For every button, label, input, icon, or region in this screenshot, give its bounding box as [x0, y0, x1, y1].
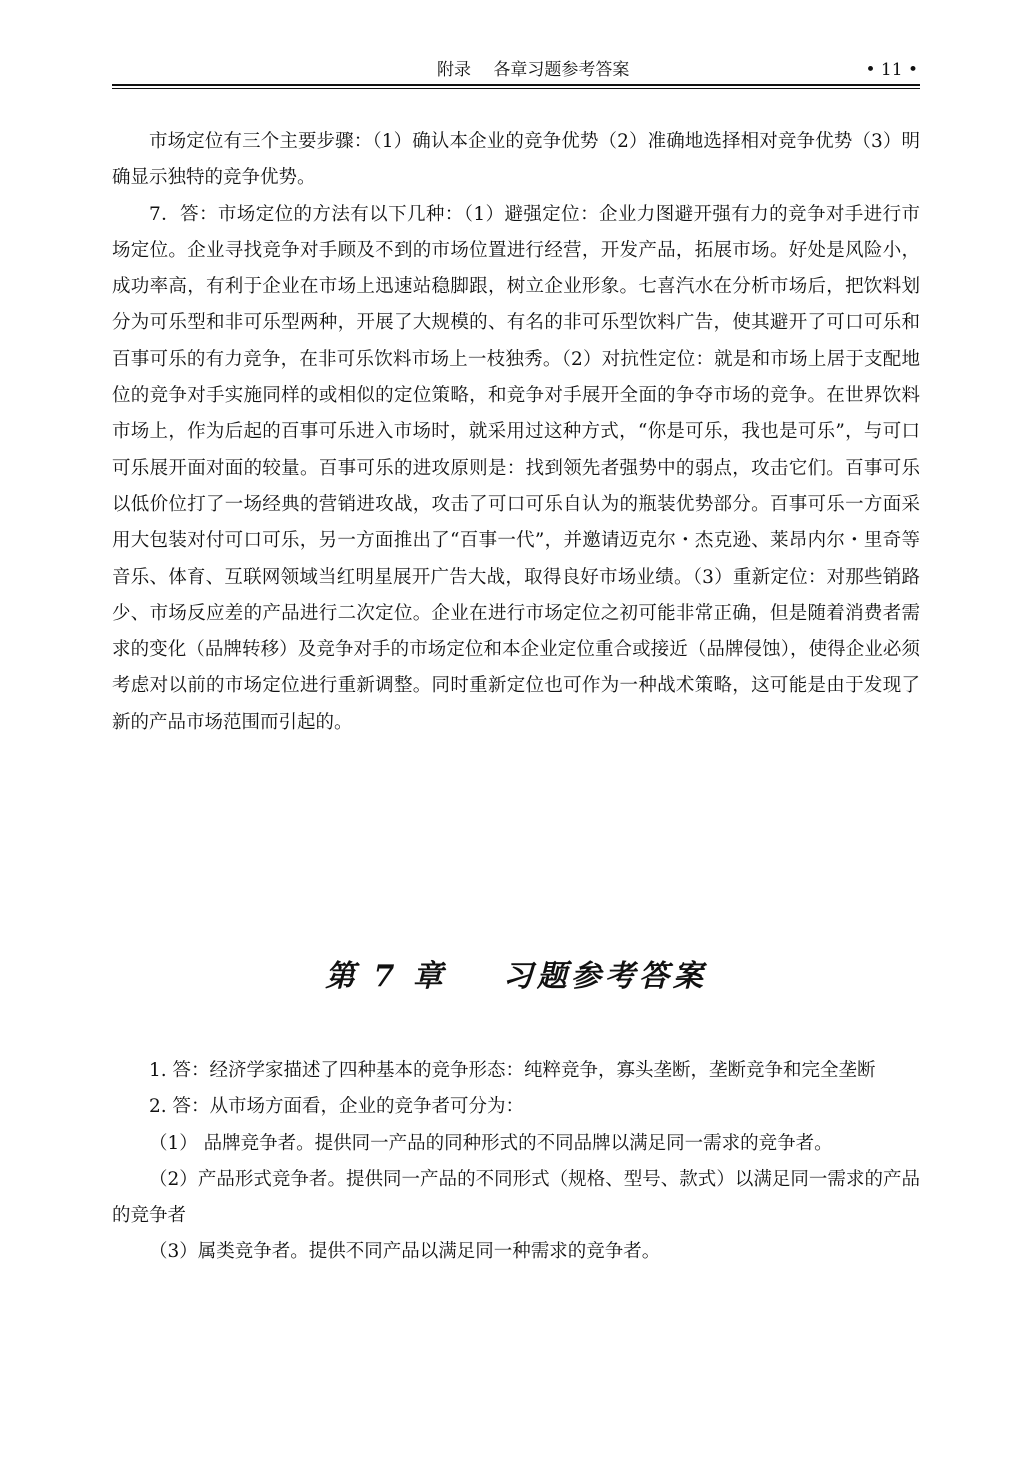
paragraph: （2）产品形式竞争者。提供同一产品的不同形式（规格、型号、款式）以满足同一需求的产品的竞争者	[112, 1168, 920, 1227]
header-rule-thick	[112, 84, 920, 86]
chapter-heading	[112, 954, 920, 1000]
chapter-number: 第 7 章	[325, 959, 447, 994]
running-header	[112, 58, 920, 82]
paragraph: （1） 品牌竞争者。提供同一产品的同种形式的不同品牌以满足同一需求的竞争者。	[149, 1132, 833, 1154]
paragraph: 1. 答：经济学家描述了四种基本的竞争形态：纯粹竞争，寡头垄断，垄断竞争和完全垄断	[149, 1060, 876, 1081]
header-title: 附录 各章习题参考答案	[437, 60, 630, 80]
paragraph: 市场定位有三个主要步骤：（1）确认本企业的竞争优势（2）准确地选择相对竞争优势（3）明确显示独特的竞争优势。	[112, 131, 920, 189]
page-number: • 11 •	[865, 60, 918, 80]
header-rule-thin	[112, 88, 920, 89]
section-body-1	[112, 124, 920, 741]
chapter-title: 习题参考答案	[502, 959, 707, 994]
paragraph: 7．答：市场定位的方法有以下几种：（1）避强定位：企业力图避开强有力的竞争对手进行市场定位。企业寻找竞争对手顾及不到的市场位置进行经营，开发产品，拓展市场。好处是风险小，成功率高，有利于企业在市场上迅速站稳脚跟，树立企业形象。七喜汽水在分析市场后，把饮料划分为可乐型和非可乐型两种，开展了大规模的、有名的非可乐型饮料广告，使其避开了可口可乐和百事可乐的有力竞争，在非可乐饮料市场上一枝独秀。（2）对抗性定位：就是和市场上居于支配地位的竞争对手实施同样的或相似的定位策略，和竞争对手展开全面的争夺市场的竞争。在世界饮料市场上，作为后起的百事可乐进入市场时，就采用过这种方式，“你是可乐，我也是可乐”，与可口可乐展开面对面的较量。百事可乐的进攻原则是：找到领先者强势中的弱点，攻击它们。百事可乐以低价位打了一场经典的营销进攻战，攻击了可口可乐自认为的瓶装优势部分。百事可乐一方面采用大包装对付可口可乐，另一方面推出了“百事一代”，并邀请迈克尔・杰克逊、莱昂内尔・里奇等音乐、体育、互联网领域当红明星展开广告大战，取得良好市场业绩。（3）重新定位：对那些销路少、市场反应差的产品进行二次定位。企业在进行市场定位之初可能非常正确，但是随着消费者需求的变化（品牌转移）及竞争对手的市场定位和本企业定位重合或接近（品牌侵蚀），使得企业必须考虑对以前的市场定位进行重新调整。同时重新定位也可作为一种战术策略，这可能是由于发现了新的产品市场范围而引起的。	[112, 203, 920, 733]
section-body-2	[112, 1053, 920, 1271]
paragraph: （3）属类竞争者。提供不同产品以满足同一种需求的竞争者。	[149, 1241, 661, 1263]
paragraph: 2. 答：从市场方面看，企业的竞争者可分为：	[149, 1096, 525, 1118]
